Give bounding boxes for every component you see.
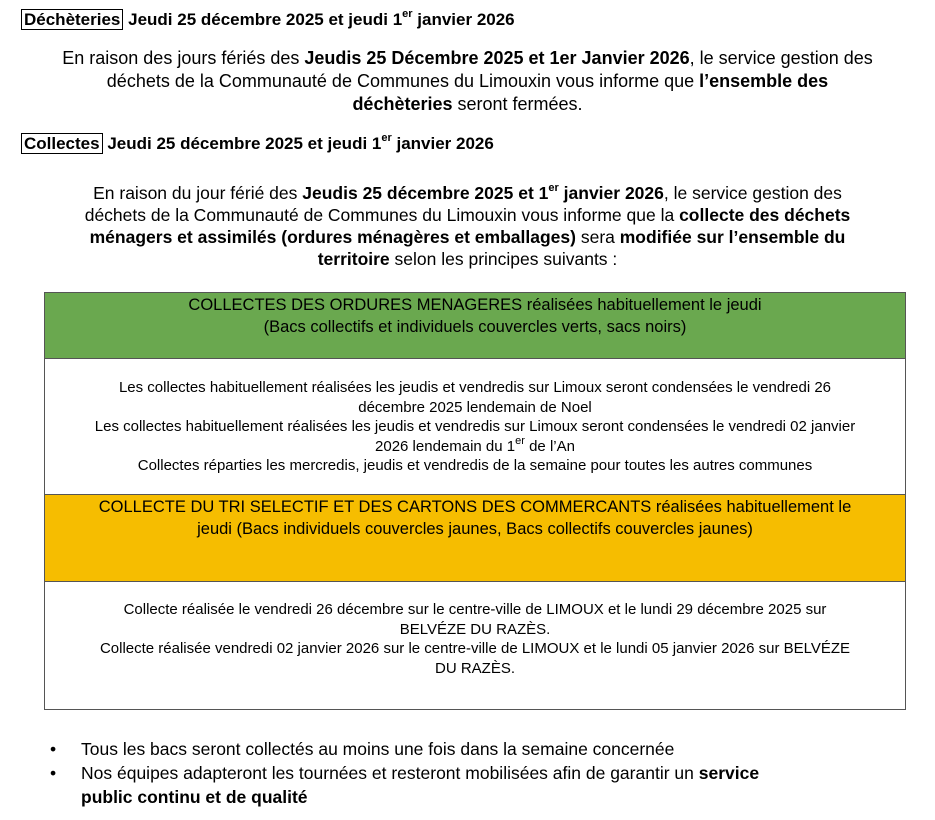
decheteries-paragraph bbox=[0, 47, 935, 116]
superscript: er bbox=[381, 132, 392, 145]
bold-text: janvier 2026 bbox=[558, 183, 664, 203]
section-title-collectes bbox=[21, 134, 494, 154]
details-line: décembre 2025 lendemain de Noel bbox=[358, 398, 592, 416]
bold-text: Jeudis 25 Décembre 2025 et 1er Janvier 2026 bbox=[304, 48, 690, 68]
paragraph-line bbox=[0, 47, 935, 70]
details-line: DU RAZÈS. bbox=[434, 659, 515, 677]
details-line: Collectes réparties les mercredis, jeudis et vendredis de la semaine pour toutes les autres communes bbox=[137, 457, 813, 474]
bold-text: territoire bbox=[317, 249, 390, 269]
section-tag-collectes: Collectes bbox=[21, 133, 103, 154]
text: déchets de la Communauté de Communes du Limouxin vous informe que bbox=[106, 71, 700, 91]
row-header-line: jeudi (Bacs individuels couvercles jaunes, Bacs collectifs couvercles jaunes) bbox=[197, 520, 753, 538]
section-title-decheteries bbox=[21, 10, 515, 30]
section-title-text-end: janvier 2026 bbox=[391, 134, 494, 153]
bullet-icon: • bbox=[50, 763, 57, 783]
text: En raison des jours fériés des bbox=[62, 48, 305, 68]
collectes-paragraph bbox=[0, 182, 935, 270]
paragraph-line bbox=[0, 70, 935, 93]
section-title-text-end: janvier 2026 bbox=[412, 10, 515, 29]
text: , le service gestion des bbox=[689, 48, 873, 68]
details-line: Collecte réalisée vendredi 02 janvier 2026 sur le centre-ville de LIMOUX et le lundi 05 janvier 2026 sur BELVÉZE bbox=[99, 640, 851, 657]
bold-text: Jeudis 25 décembre 2025 et 1 bbox=[302, 183, 549, 203]
bold-text: ménagers et assimilés (ordures ménagères et emballages) bbox=[89, 227, 576, 247]
bold-text: service bbox=[698, 763, 760, 783]
list-item bbox=[50, 761, 870, 809]
list-item-text: Nos équipes adapteront les tournées et resteront mobilisées afin de garantir un bbox=[81, 763, 699, 783]
selective-sorting-details-row bbox=[45, 582, 905, 709]
text: seront fermées. bbox=[452, 94, 583, 114]
list-item bbox=[50, 737, 870, 761]
details-line: Les collectes habituellement réalisées les jeudis et vendredis sur Limoux seront condensées le vendredi 26 bbox=[118, 379, 832, 396]
household-waste-header-row bbox=[45, 293, 905, 359]
row-header-line: COLLECTES DES ORDURES MENAGERES réalisées habituellement le jeudi bbox=[188, 296, 762, 314]
bold-text: déchèteries bbox=[352, 94, 453, 114]
paragraph-line bbox=[0, 226, 935, 248]
info-bullet-list bbox=[50, 737, 870, 809]
bold-text: modifiée sur l’ensemble du bbox=[619, 227, 846, 247]
row-header-line: (Bacs collectifs et individuels couvercles verts, sacs noirs) bbox=[263, 318, 687, 336]
paragraph-line bbox=[0, 204, 935, 226]
list-item-text: Tous les bacs seront collectés au moins une fois dans la semaine concernée bbox=[81, 739, 675, 759]
selective-sorting-header-row bbox=[45, 494, 905, 582]
section-title-text: Jeudi 25 décembre 2025 et jeudi 1 bbox=[107, 134, 382, 153]
details-line bbox=[45, 434, 905, 457]
text: En raison du jour férié des bbox=[93, 183, 303, 203]
superscript: er bbox=[515, 434, 525, 447]
text: 2026 lendemain du 1 bbox=[375, 437, 516, 455]
details-line: Collecte réalisée le vendredi 26 décembre sur le centre-ville de LIMOUX et le lundi 29 décembre 2025 sur bbox=[123, 601, 827, 618]
text: , le service gestion des bbox=[663, 183, 842, 203]
paragraph-line bbox=[0, 93, 935, 116]
household-waste-details-row bbox=[45, 359, 905, 494]
row-header-line: COLLECTE DU TRI SELECTIF ET DES CARTONS DES COMMERCANTS réalisées habituellement le bbox=[98, 498, 852, 516]
superscript: er bbox=[548, 182, 559, 195]
section-title-text: Jeudi 25 décembre 2025 et jeudi 1 bbox=[128, 10, 403, 29]
details-line: BELVÉZE DU RAZÈS. bbox=[399, 620, 551, 638]
section-tag-decheteries: Déchèteries bbox=[21, 9, 123, 30]
text: sera bbox=[575, 227, 620, 247]
bullet-icon: • bbox=[50, 739, 57, 759]
superscript: er bbox=[402, 8, 413, 21]
bold-text: l’ensemble des bbox=[699, 71, 829, 91]
details-line: Les collectes habituellement réalisées les jeudis et vendredis sur Limoux seront condensées le vendredi 02 janvier bbox=[94, 418, 856, 435]
paragraph-line bbox=[0, 182, 935, 204]
text: déchets de la Communauté de Communes du Limouxin vous informe que la bbox=[84, 205, 680, 225]
collection-schedule-table bbox=[44, 292, 906, 710]
text: de l’An bbox=[524, 437, 575, 455]
paragraph-line bbox=[0, 248, 935, 270]
bold-text: public continu et de qualité bbox=[81, 787, 308, 807]
text: selon les principes suivants : bbox=[389, 249, 618, 269]
bold-text: collecte des déchets bbox=[679, 205, 851, 225]
